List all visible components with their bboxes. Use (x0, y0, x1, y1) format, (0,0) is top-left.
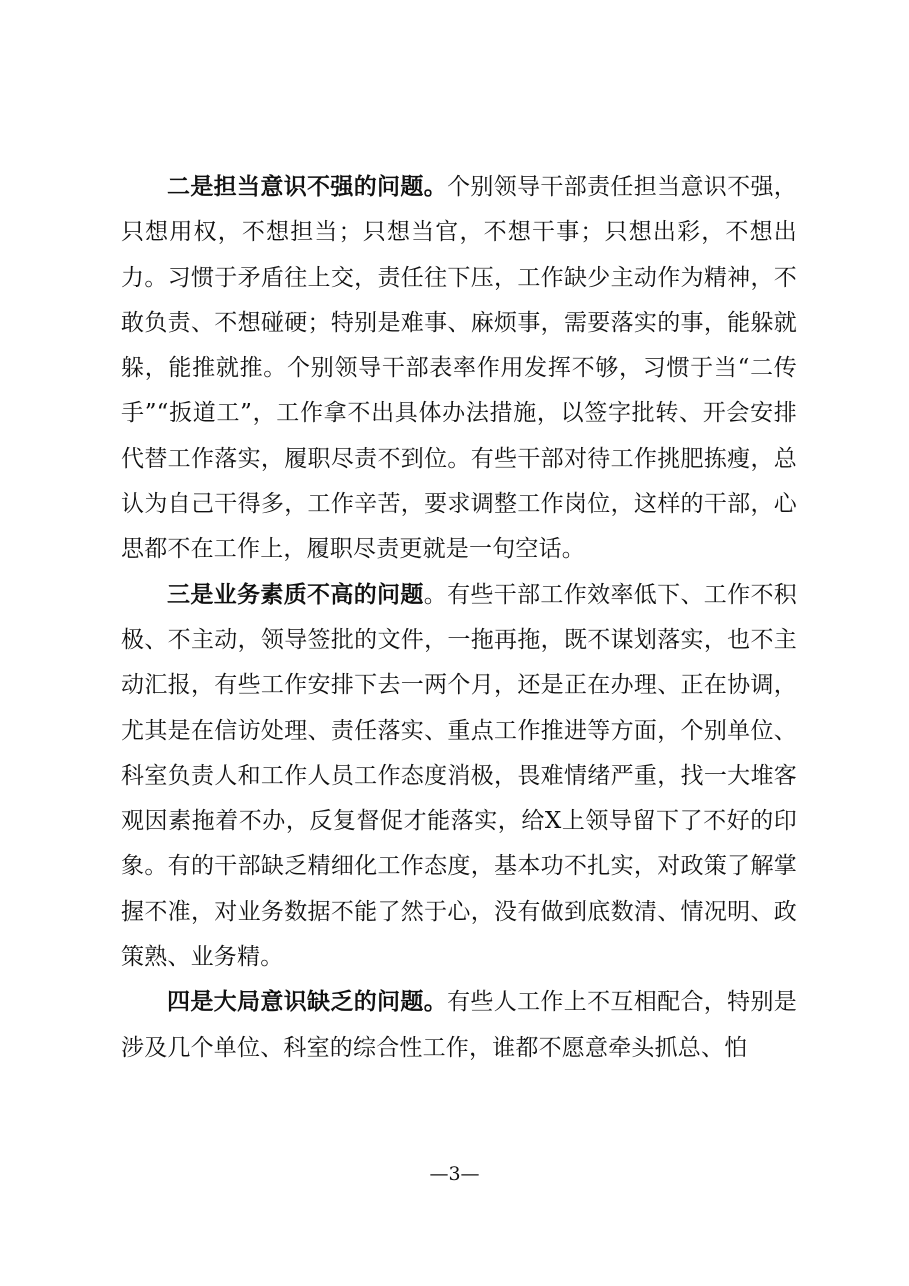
paragraph-text: 。有些干部工作效率低下、工作不积极、不主动，领导签批的文件，一拖再拖，既不谋划落实，也不主动汇报，有些工作安排下去一两个月，还是正在办理、正在协调，尤其是在信访处理、责任落实、重点工作推进等方面，个别单位、科室负责人和工作人员工作态度消极，畏难情绪严重，找一大堆客观因素拖着不办，反复督促才能落实，给X上领导留下了不好的印象。有的干部缺乏精细化工作态度，基本功不扎实，对政策了解掌握不准，对业务数据不能了然于心，没有做到底数清、情况明、政策熟、业务精。 (121, 581, 798, 971)
paragraph-heading: 四是大局意识缺乏的问题。 (167, 989, 448, 1016)
paragraph-text: 有些人工作上不互相配合，特别是涉及几个单位、科室的综合性工作，谁都不愿意牵头抓总、怕 (121, 989, 797, 1061)
paragraph-heading: 三是业务素质不高的问题 (167, 581, 424, 608)
paragraph-big-picture (121, 980, 797, 1071)
paragraph-heading: 二是担当意识不强的问题。 (167, 174, 448, 200)
page-number: —3— (429, 1163, 480, 1185)
paragraph-text: 个别领导干部责任担当意识不强，只想用权，不想担当；只想当官，不想干事；只想出彩，不想出力。习惯于矛盾往上交，责任往下压，工作缺少主动作为精神，不敢负责、不想碰硬；特别是难事、麻烦事，需要落实的事，能躲就躲，能推就推。个别领导干部表率作用发挥不够，习惯于当“二传手”“扳道工”，工作拿不出具体办法措施，以签字批转、开会安排代替工作落实，履职尽责不到位。有些干部对待工作挑肥拣瘦，总认为自己干得多，工作辛苦，要求调整工作岗位，这样的干部，心思都不在工作上，履职尽责更就是一句空话。 (121, 174, 797, 563)
paragraph-responsibility (121, 165, 797, 573)
paragraph-competence (121, 573, 797, 981)
document-body (121, 165, 797, 1071)
